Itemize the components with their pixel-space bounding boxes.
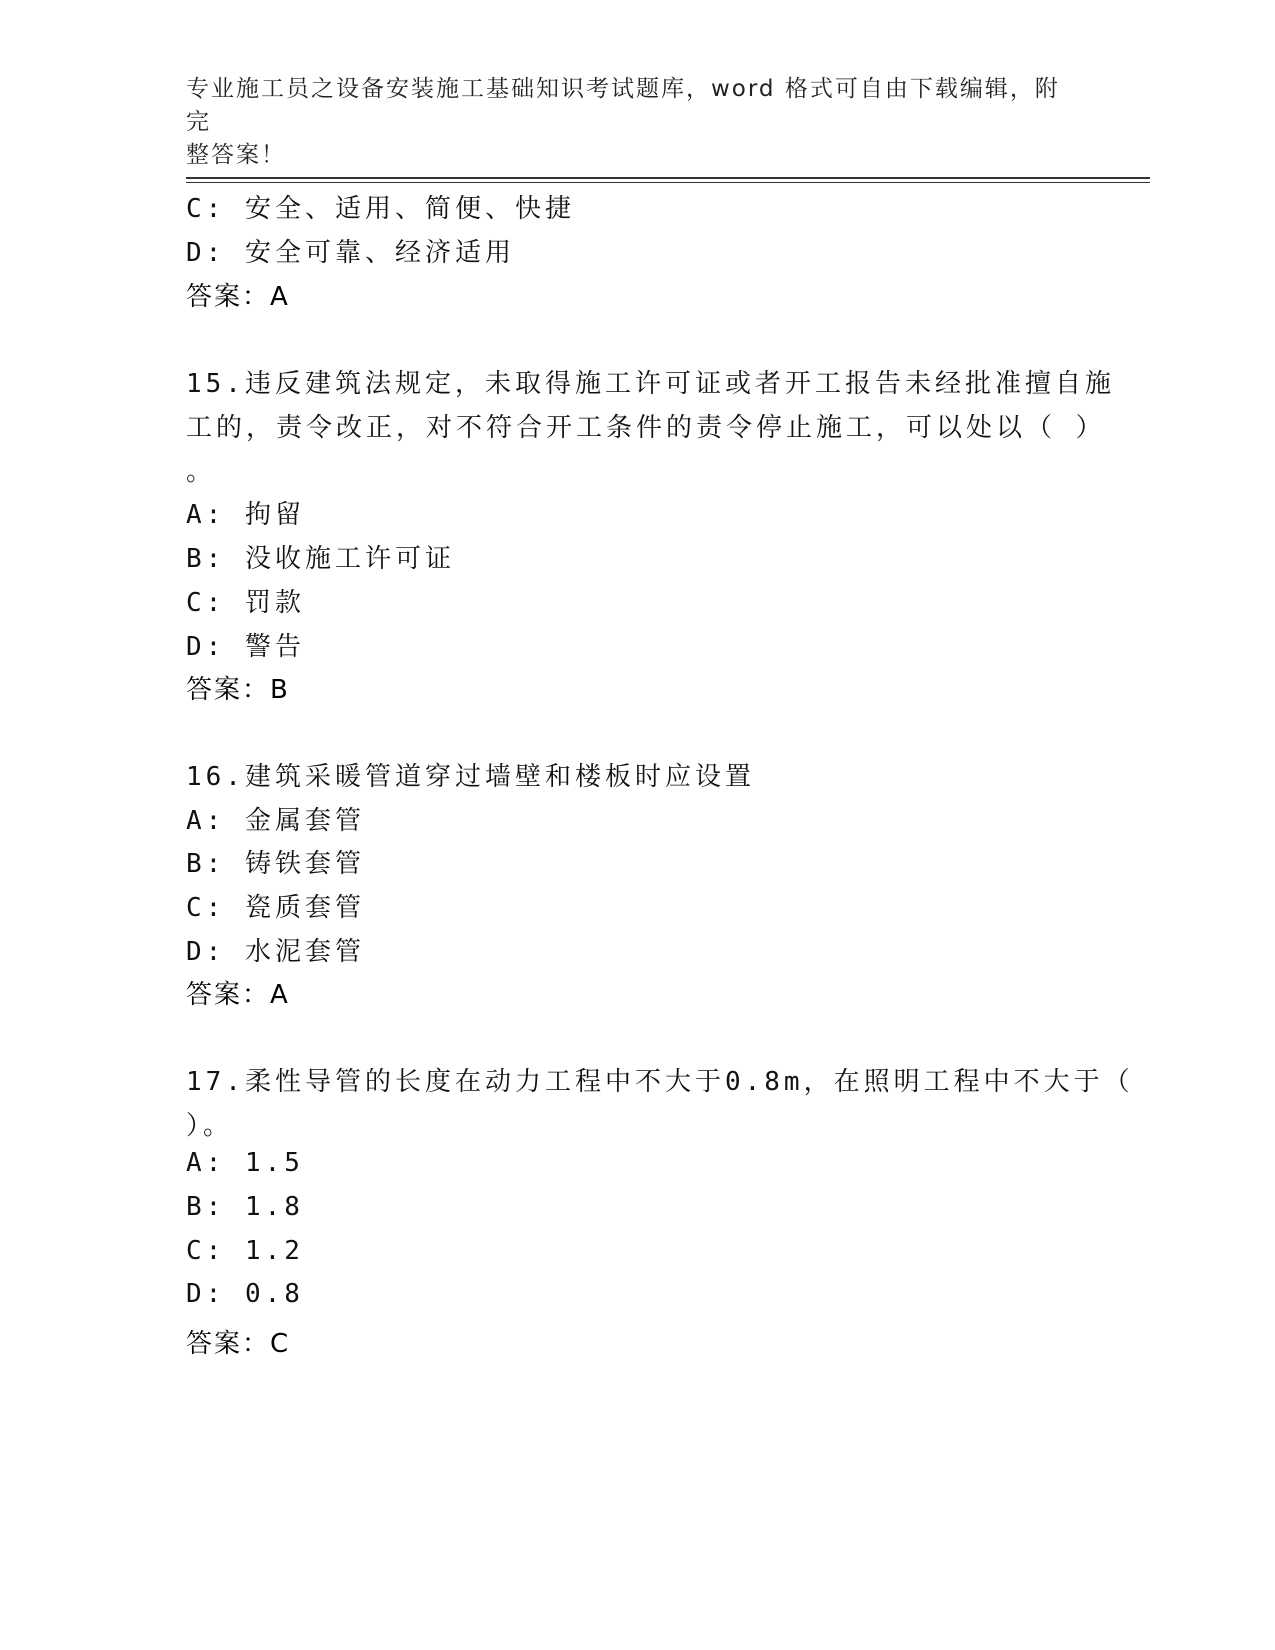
q17-option-c: C: 1.2 [186, 1236, 304, 1266]
header-rule-thick [186, 177, 1150, 179]
q15-option-b: B: 没收施工许可证 [186, 544, 455, 574]
q15-stem-line-2: 工的，责令改正，对不符合开工条件的责令停止施工，可以处以（ ） [186, 413, 1106, 443]
q16-option-a: A: 金属套管 [186, 806, 365, 836]
q15-option-a: A: 拘留 [186, 500, 305, 530]
q17-stem-line-1: 17.柔性导管的长度在动力工程中不大于0.8m，在照明工程中不大于（ [186, 1067, 1134, 1097]
header-title-line-2: 整答案！ [186, 142, 286, 168]
q16-answer: 答案：A [186, 980, 290, 1010]
q15-option-d: D: 警告 [186, 632, 305, 662]
q16-option-c: C: 瓷质套管 [186, 893, 365, 923]
header-title-line-1: 专业施工员之设备安装施工基础知识考试题库，word 格式可自由下载编辑，附完 [186, 76, 1060, 135]
q14-option-d: D: 安全可靠、经济适用 [186, 238, 515, 268]
q14-option-c: C: 安全、适用、简便、快捷 [186, 194, 575, 224]
q14-answer: 答案：A [186, 282, 290, 312]
q15-answer: 答案：B [186, 675, 290, 705]
q17-option-a: A: 1.5 [186, 1148, 304, 1178]
q16-option-b: B: 铸铁套管 [186, 849, 365, 879]
q16-stem-line-1: 16.建筑采暖管道穿过墙壁和楼板时应设置 [186, 762, 755, 792]
q15-stem-line-1: 15.违反建筑法规定，未取得施工许可证或者开工报告未经批准擅自施 [186, 369, 1115, 399]
q17-option-b: B: 1.8 [186, 1192, 304, 1222]
q17-option-d: D: 0.8 [186, 1279, 304, 1309]
q16-option-d: D: 水泥套管 [186, 937, 365, 967]
document-header [186, 73, 1066, 172]
header-rule-thin [186, 182, 1150, 183]
q17-stem-line-2: ）。 [186, 1111, 234, 1141]
q17-answer: 答案：C [186, 1329, 291, 1359]
q15-stem-line-3: 。 [186, 457, 217, 487]
q15-option-c: C: 罚款 [186, 588, 305, 618]
